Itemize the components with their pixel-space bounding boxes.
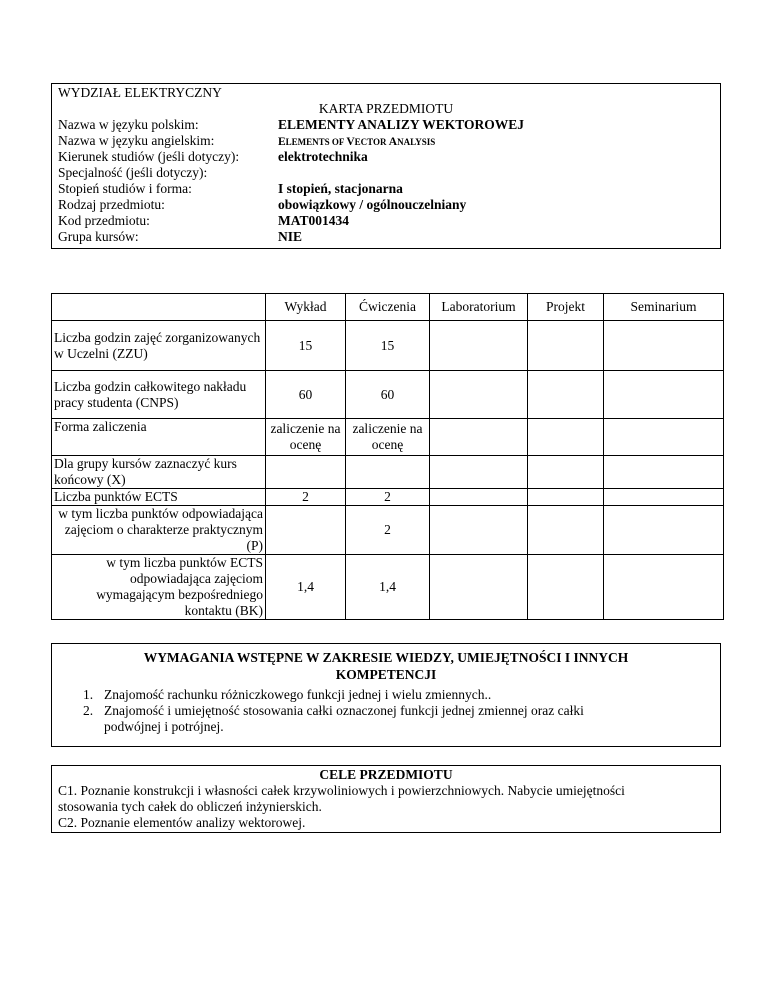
table-cell <box>430 456 528 489</box>
card-title: KARTA PRZEDMIOTU <box>318 101 454 116</box>
table-cell <box>430 419 528 456</box>
english-name-label: Nazwa w języku angielskim: <box>58 133 215 148</box>
goal-line: stosowania tych całek do obliczeń inżynierskich. <box>58 799 322 814</box>
prerequisite-text-continued: podwójnej i potrójnej. <box>104 719 224 734</box>
table-cell <box>266 506 346 555</box>
row-label: Dla grupy kursów zaznaczyć kurs końcowy (X) <box>52 456 266 489</box>
table-cell <box>528 555 604 620</box>
table-cell <box>604 555 724 620</box>
table-cell: 2 <box>346 489 430 506</box>
faculty-name: WYDZIAŁ ELEKTRYCZNY <box>58 85 222 100</box>
prerequisite-text: Znajomość i umiejętność stosowania całki oznaczonej funkcji jednej zmiennej oraz całki <box>104 703 584 718</box>
table-cell: 1,4 <box>266 555 346 620</box>
table-cell: 2 <box>346 506 430 555</box>
table-row-assessment <box>52 419 724 456</box>
course-goals-title: CELE PRZEDMIOTU <box>319 767 453 782</box>
table-row-zzu <box>52 321 724 371</box>
table-cell <box>528 321 604 371</box>
table-cell <box>430 371 528 419</box>
polish-name-value: ELEMENTY ANALIZY WEKTOROWEJ <box>278 117 525 132</box>
table-cell <box>528 489 604 506</box>
row-label: Forma zaliczenia <box>52 419 266 456</box>
degree-value: I stopień, stacjonarna <box>278 181 403 196</box>
row-label: Liczba godzin całkowitego nakładu pracy studenta (CNPS) <box>52 371 266 419</box>
row-label: Liczba punktów ECTS <box>52 489 266 506</box>
prerequisite-number: 1. <box>83 687 94 702</box>
table-cell: zaliczenie na ocenę <box>346 419 430 456</box>
prerequisites-title-line1: WYMAGANIA WSTĘPNE W ZAKRESIE WIEDZY, UMIEJĘTNOŚCI I INNYCH <box>143 650 629 665</box>
table-header-row <box>52 294 724 321</box>
course-code-value: MAT001434 <box>278 213 349 228</box>
english-name-value: ELEMENTS OF VECTOR ANALYSIS <box>278 136 436 148</box>
table-cell: 60 <box>266 371 346 419</box>
prerequisites-title <box>52 649 720 683</box>
column-header-laboratory: Laboratorium <box>430 294 528 321</box>
table-cell <box>604 419 724 456</box>
table-cell <box>430 489 528 506</box>
field-of-study-value: elektrotechnika <box>278 149 368 164</box>
specialty-label: Specjalność (jeśli dotyczy): <box>58 165 208 180</box>
table-cell: 15 <box>266 321 346 371</box>
column-header-seminar: Seminarium <box>604 294 724 321</box>
course-type-label: Rodzaj przedmiotu: <box>58 197 165 212</box>
table-cell: 60 <box>346 371 430 419</box>
table-cell <box>604 506 724 555</box>
row-label: Liczba godzin zajęć zorganizowanych w Uczelni (ZZU) <box>52 321 266 371</box>
column-header-project: Projekt <box>528 294 604 321</box>
table-cell <box>430 506 528 555</box>
table-cell: 2 <box>266 489 346 506</box>
prerequisites-title-line2: KOMPETENCJI <box>335 667 437 682</box>
course-header-box <box>51 83 721 249</box>
course-type-value: obowiązkowy / ogólnouczelniany <box>278 197 467 212</box>
table-cell <box>266 456 346 489</box>
degree-label: Stopień studiów i forma: <box>58 181 192 196</box>
column-header-exercises: Ćwiczenia <box>346 294 430 321</box>
table-cell <box>528 371 604 419</box>
row-label: w tym liczba punktów ECTS odpowiadająca zajęciom wymagającym bezpośredniego kontaktu (BK) <box>52 555 266 620</box>
table-cell: zaliczenie na ocenę <box>266 419 346 456</box>
table-cell <box>604 456 724 489</box>
polish-name-label: Nazwa w języku polskim: <box>58 117 199 132</box>
table-cell: 15 <box>346 321 430 371</box>
prerequisite-number: 2. <box>83 703 94 718</box>
table-cell <box>528 456 604 489</box>
row-label: w tym liczba punktów odpowiadająca zajęciom o charakterze praktycznym (P) <box>52 506 266 555</box>
table-cell <box>430 321 528 371</box>
course-goals-box <box>51 765 721 833</box>
table-cell <box>604 489 724 506</box>
table-cell <box>528 419 604 456</box>
goal-line: C1. Poznanie konstrukcji i własności całek krzywoliniowych i powierzchniowych. Nabycie umiejętności <box>58 783 625 798</box>
course-group-value: NIE <box>278 229 303 244</box>
table-cell <box>346 456 430 489</box>
prerequisites-box <box>51 643 721 747</box>
column-header-lecture: Wykład <box>266 294 346 321</box>
table-row-final-course <box>52 456 724 489</box>
course-group-label: Grupa kursów: <box>58 229 139 244</box>
table-cell <box>430 555 528 620</box>
goal-line: C2. Poznanie elementów analizy wektorowej. <box>58 815 306 830</box>
header-empty-cell <box>52 294 266 321</box>
table-cell <box>528 506 604 555</box>
table-row-practical-points <box>52 506 724 555</box>
table-cell: 1,4 <box>346 555 430 620</box>
hours-table <box>51 293 724 620</box>
field-of-study-label: Kierunek studiów (jeśli dotyczy): <box>58 149 240 164</box>
table-row-cnps <box>52 371 724 419</box>
table-row-contact-points <box>52 555 724 620</box>
prerequisite-text: Znajomość rachunku różniczkowego funkcji jednej i wielu zmiennych.. <box>104 687 492 702</box>
table-cell <box>604 371 724 419</box>
table-cell <box>604 321 724 371</box>
table-row-ects <box>52 489 724 506</box>
course-code-label: Kod przedmiotu: <box>58 213 150 228</box>
